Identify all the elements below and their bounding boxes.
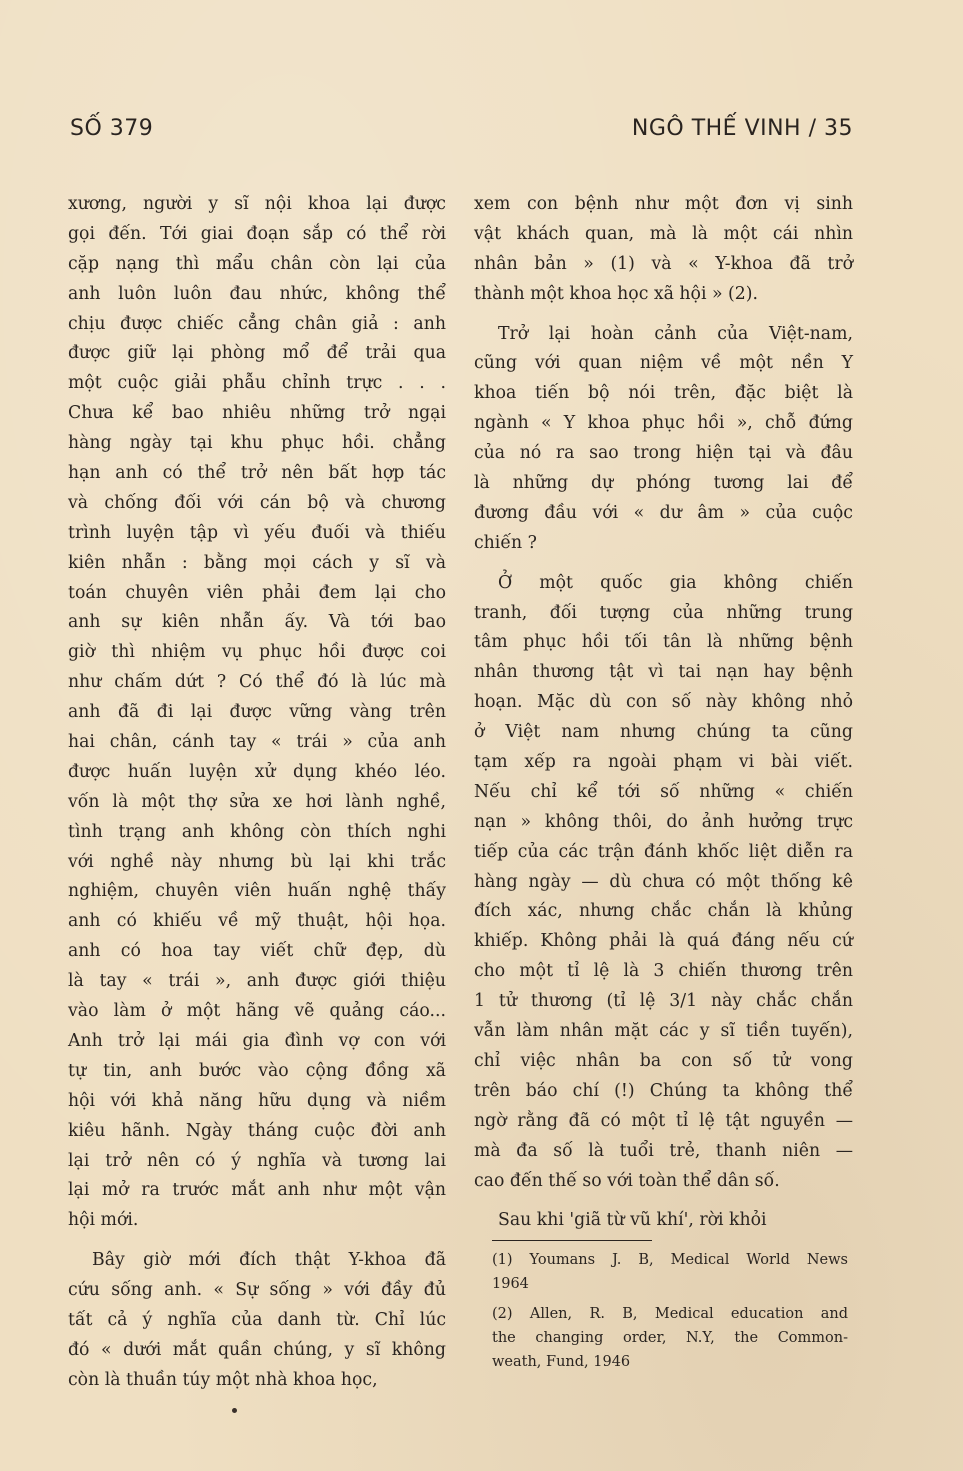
text-line: và chống đối với cán bộ và chương [68, 492, 446, 513]
text-line: Chưa kể bao nhiêu những trở ngại [68, 403, 446, 424]
text-line: tiếp của các trận đánh khốc liệt diễn ra [474, 841, 853, 862]
text-line: anh luôn luôn đau nhức, không thể [68, 283, 446, 304]
footnote-line: (1) Youmans J. B, Medical World News [492, 1252, 848, 1268]
text-line: Sau khi 'giã từ vũ khí', rời khỏi [498, 1210, 767, 1231]
text-line: Bây giờ mới đích thật Y-khoa đã [92, 1250, 446, 1271]
text-line: ngờ rằng đã có một tỉ lệ tật nguyền — [474, 1110, 853, 1131]
text-line: nhân bản » (1) và « Y-khoa đã trở [474, 253, 853, 274]
text-line: vào làm ở một hãng vẽ quảng cáo... [68, 1001, 446, 1022]
text-line: tình trạng anh không còn thích nghi [68, 821, 446, 842]
text-line: Ở một quốc gia không chiến [498, 572, 853, 593]
text-line: nhân thương tật vì tai nạn hay bệnh [474, 662, 853, 683]
issue-number: SỐ 379 [70, 116, 154, 141]
text-line: vốn là một thợ sửa xe hơi lành nghề, [68, 791, 446, 812]
text-line: nghiệm, chuyên viên huấn nghệ thấy [68, 881, 446, 902]
text-line: hội với khả năng hữu dụng và niềm [68, 1090, 446, 1111]
text-line: như chấm dứt ? Có thể đó là lúc mà [68, 672, 446, 693]
footnote-line: (2) Allen, R. B, Medical education and [492, 1306, 848, 1322]
right-paragraph-3 [474, 569, 853, 1197]
right-paragraph-2 [474, 320, 853, 559]
text-line: anh sự kiên nhẫn ấy. Và tới bao [68, 612, 446, 633]
text-line: trình luyện tập vì yếu đuối và thiếu [68, 522, 446, 543]
text-line: cứu sống anh. « Sự sống » với đầy đủ [68, 1280, 446, 1301]
footnote-line: the changing order, N.Y, the Common- [492, 1330, 848, 1346]
text-line: tất cả ý nghĩa của danh từ. Chỉ lúc [68, 1309, 446, 1330]
text-line: hàng ngày — dù chưa có một thống kê [474, 871, 853, 892]
text-line: thành một khoa học xã hội » (2). [474, 283, 759, 304]
text-line: anh có hoa tay viết chữ đẹp, dù [68, 941, 446, 962]
text-line: lại mở ra trước mắt anh như một vận [68, 1180, 446, 1201]
right-paragraph-1 [474, 190, 853, 310]
text-line: ở Việt nam nhưng chúng ta cũng [474, 722, 853, 743]
text-line: cao đến thế so với toàn thể dân số. [474, 1170, 780, 1191]
text-line: khiếp. Không phải là quá đáng nếu cứ [474, 931, 853, 952]
text-line: cặp nạng thì mẩu chân còn lại của [68, 253, 446, 274]
text-line: vẫn làm nhân mặt các y sĩ tiền tuyến), [474, 1021, 853, 1042]
text-line: đích xác, nhưng chắc chắn là khủng [474, 901, 853, 922]
text-line: vật khách quan, mà là một cái nhìn [474, 223, 853, 244]
text-line: Trở lại hoàn cảnh của Việt-nam, [498, 323, 853, 344]
text-line: anh có khiếu về mỹ thuật, hội họa. [68, 911, 446, 932]
text-line: tâm phục hồi tối tân là những bệnh [474, 632, 853, 653]
text-line: là tay « trái », anh được giới thiệu [68, 971, 446, 992]
text-line: giờ thì nhiệm vụ phục hồi được coi [68, 642, 446, 663]
text-line: của nó ra sao trong hiện tại và đâu [474, 443, 853, 464]
text-line: cho một tỉ lệ là 3 chiến thương trên [474, 961, 853, 982]
text-line: là những dự phóng tương lai để [474, 473, 853, 494]
footnote-line: weath, Fund, 1946 [492, 1354, 631, 1370]
text-line: đương đầu với « dư âm » của cuộc [474, 502, 853, 523]
author-page-number: NGÔ THẾ VINH / 35 [631, 116, 853, 141]
text-line: Nếu chỉ kể tới số những « chiến [474, 781, 853, 802]
right-column [474, 190, 853, 1236]
text-line: xem con bệnh như một đơn vị sinh [474, 194, 853, 214]
left-paragraph-2 [68, 1246, 446, 1395]
left-column [68, 190, 446, 1396]
text-line: được giữ lại phòng mổ để trải qua [68, 343, 446, 364]
text-line: ngành « Y khoa phục hồi », chỗ đứng [474, 413, 853, 434]
text-line: tranh, đối tượng của những trung [474, 602, 853, 623]
text-line: tạm xếp ra ngoài phạm vi bài viết. [474, 752, 853, 773]
text-line: xương, người y sĩ nội khoa lại được [68, 194, 446, 214]
text-line: hai chân, cánh tay « trái » của anh [68, 732, 446, 753]
text-line: lại trở nên có ý nghĩa và tương lai [68, 1150, 446, 1171]
text-line: hàng ngày tại khu phục hồi. chẳng [68, 433, 446, 454]
text-line: anh đã đi lại được vững vàng trên [68, 702, 446, 723]
text-line: chỉ việc nhân ba con số tử vong [474, 1050, 853, 1071]
text-line: đó « dưới mắt quần chúng, y sĩ không [68, 1339, 446, 1360]
text-line: kiên nhẫn : bằng mọi cách y sĩ và [68, 552, 446, 573]
text-line: với nghề này nhưng bù lại khi trắc [68, 851, 446, 872]
text-line: 1 tử thương (tỉ lệ 3/1 này chắc chắn [474, 991, 853, 1012]
page-mark [232, 1408, 237, 1413]
left-paragraph-1 [68, 190, 446, 1236]
text-line: chiến ? [474, 532, 537, 553]
text-line: chịu được chiếc cẳng chân giả : anh [68, 313, 446, 334]
text-line: hoạn. Mặc dù con số này không nhỏ [474, 692, 853, 713]
text-line: trên báo chí (!) Chúng ta không thể [474, 1080, 853, 1101]
text-line: khoa tiến bộ nói trên, đặc biệt là [474, 383, 853, 404]
text-line: tự tin, anh bước vào cộng đồng xã [68, 1060, 446, 1081]
footnote-line: 1964 [492, 1276, 529, 1292]
footnote-divider [492, 1240, 652, 1241]
text-line: mà đa số là tuổi trẻ, thanh niên — [474, 1140, 853, 1161]
text-line: Anh trở lại mái gia đình vợ con với [68, 1030, 446, 1051]
text-line: được huấn luyện xử dụng khéo léo. [68, 761, 446, 782]
text-line: còn là thuần túy một nhà khoa học, [68, 1369, 378, 1390]
text-line: gọi đến. Tới giai đoạn sắp có thể rời [68, 223, 446, 244]
text-line: cũng với quan niệm về một nền Y [474, 353, 853, 374]
text-line: toán chuyên viên phải đem lại cho [68, 582, 446, 603]
text-line: nạn » không thôi, do ảnh hưởng trực [474, 811, 853, 832]
text-line: kiêu hãnh. Ngày tháng cuộc đời anh [68, 1120, 446, 1141]
text-line: hạn anh có thể trở nên bất hợp tác [68, 463, 446, 484]
right-paragraph-4 [474, 1206, 853, 1236]
text-line: một cuộc giải phẫu chỉnh trực . . . [68, 373, 446, 394]
footnotes [492, 1248, 848, 1374]
text-line: hội mới. [68, 1210, 139, 1231]
